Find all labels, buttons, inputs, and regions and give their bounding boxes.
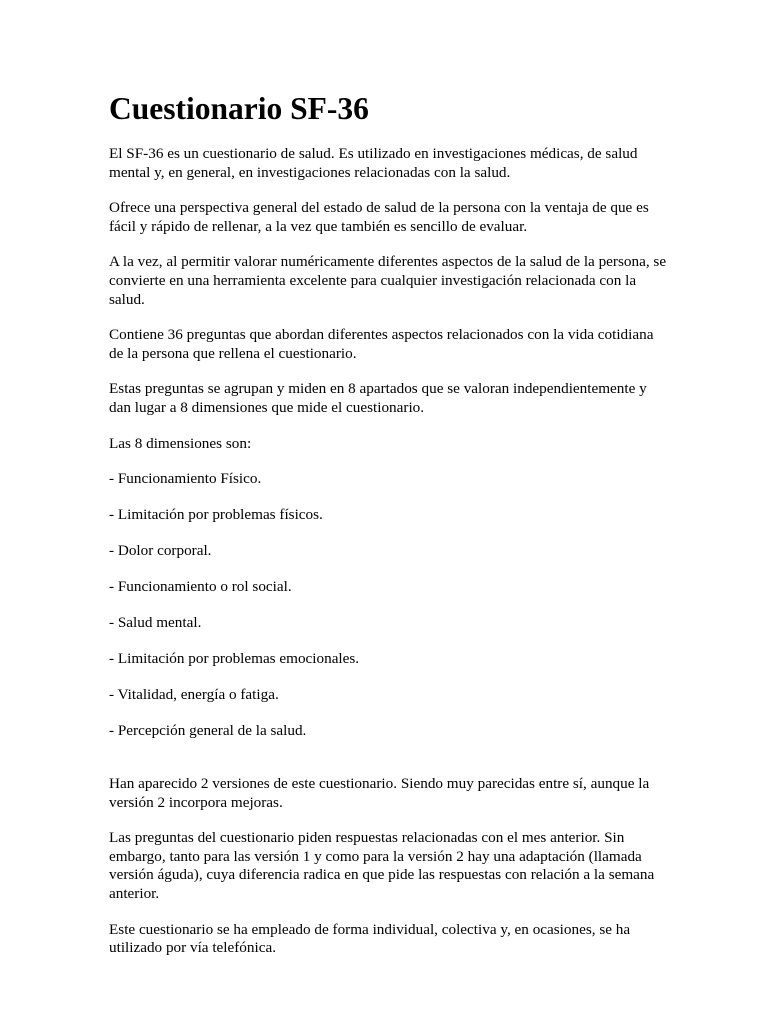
list-item: - Percepción general de la salud. bbox=[109, 722, 307, 740]
dimensions-intro: Las 8 dimensiones son: bbox=[109, 434, 252, 452]
paragraph-question-count: Contiene 36 preguntas que abordan diferentes aspectos relacionados con la vida cotidiana de la persona que rellena el cuestionario. bbox=[109, 326, 654, 362]
paragraph-grouping: Estas preguntas se agrupan y miden en 8 apartados que se valoran independientemente y dan lugar a 8 dimensiones que mide el cuestionario. bbox=[109, 380, 647, 416]
paragraph-definition: El SF-36 es un cuestionario de salud. Es utilizado en investigaciones médicas, de salud mental y, en general, en investigaciones relacionadas con la salud. bbox=[109, 145, 638, 181]
spacer bbox=[109, 758, 668, 775]
list-item: - Salud mental. bbox=[109, 614, 202, 632]
list-item: - Vitalidad, energía o fatiga. bbox=[109, 686, 279, 704]
paragraph-versions: Han aparecido 2 versiones de este cuestionario. Siendo muy parecidas entre sí, aunque la versión 2 incorpora mejoras. bbox=[109, 775, 650, 811]
list-item: - Limitación por problemas emocionales. bbox=[109, 650, 360, 668]
paragraph-time-frame: Las preguntas del cuestionario piden respuestas relacionadas con el mes anterior. Sin embargo, tanto para las versión 1 y como para la versión 2 hay una adaptación (llamada versión águda), cuya diferencia radica en que pide las respuestas con relación a la semana anterior. bbox=[109, 829, 655, 902]
list-item: - Dolor corporal. bbox=[109, 542, 212, 560]
list-item: - Funcionamiento o rol social. bbox=[109, 578, 292, 596]
document-title: Cuestionario SF-36 bbox=[109, 91, 369, 126]
list-item: - Limitación por problemas físicos. bbox=[109, 506, 323, 524]
list-item: - Funcionamiento Físico. bbox=[109, 470, 262, 488]
dimensions-list bbox=[109, 470, 668, 740]
paragraph-overview: Ofrece una perspectiva general del estado de salud de la persona con la ventaja de que es fácil y rápido de rellenar, a la vez que también es sencillo de evaluar. bbox=[109, 199, 649, 235]
paragraph-numeric-assessment: A la vez, al permitir valorar numéricamente diferentes aspectos de la salud de la persona, se convierte en una herramienta excelente para cualquier investigación relacionada con la salud. bbox=[109, 253, 667, 308]
paragraph-usage: Este cuestionario se ha empleado de forma individual, colectiva y, en ocasiones, se ha utilizado por vía telefónica. bbox=[109, 920, 631, 957]
